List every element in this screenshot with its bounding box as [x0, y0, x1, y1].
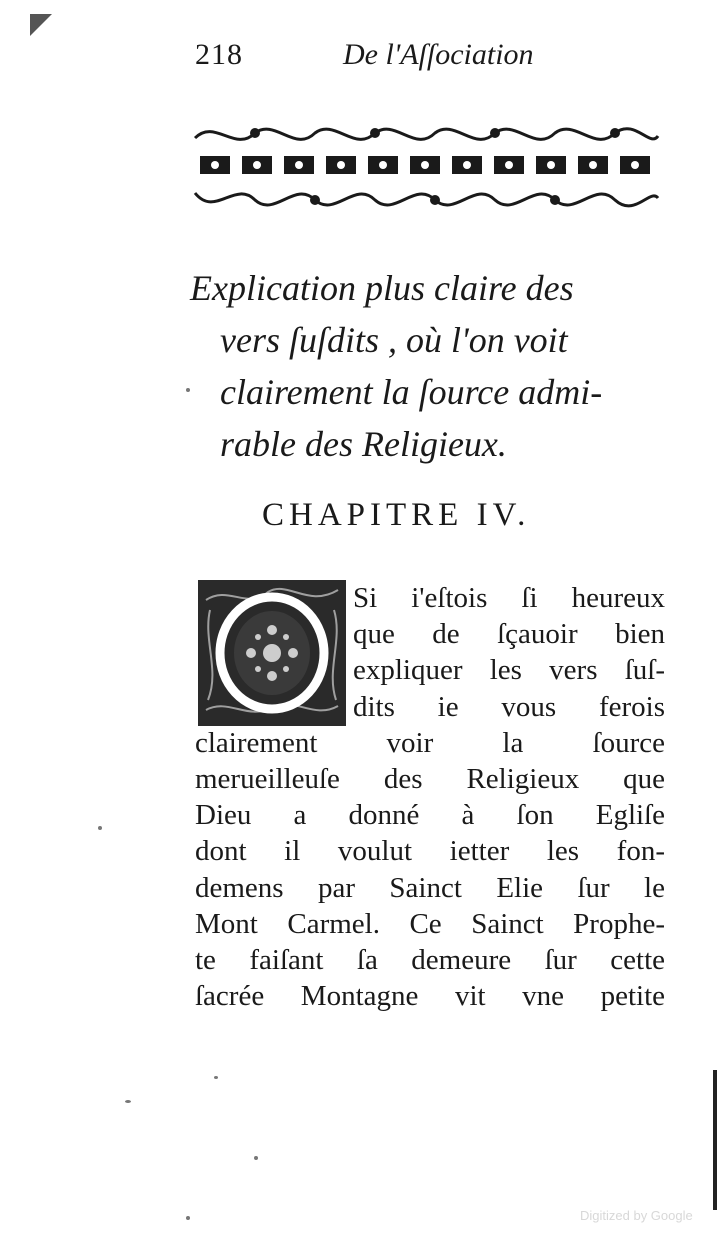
scan-speck — [214, 1076, 218, 1079]
body-line: demens par Sainct Elie ſur le — [195, 871, 665, 904]
scan-corner-mark — [30, 14, 52, 36]
scan-speck — [186, 388, 190, 392]
scan-speck — [98, 826, 102, 830]
body-line: dits ie vous ferois — [353, 690, 665, 723]
chapter-title-line: vers ſuſdits , où l'on voit — [220, 320, 568, 360]
body-text — [195, 580, 665, 1014]
body-line: merueilleuſe des Religieux que — [195, 762, 665, 795]
chapter-title — [190, 262, 670, 470]
chapter-title-line: rable des Religieux. — [220, 424, 507, 464]
scan-speck — [254, 1156, 258, 1160]
body-line: expliquer les vers ſuſ- — [353, 654, 665, 687]
chapter-title-line: Explication plus claire des — [190, 268, 574, 308]
page-number: 218 — [195, 38, 243, 71]
body-line: clairement voir la ſource — [195, 726, 665, 759]
body-line: Mont Carmel. Ce Sainct Prophe- — [195, 907, 665, 940]
digitization-watermark: Digitized by Google — [580, 1208, 693, 1223]
page-header — [195, 38, 665, 78]
body-line: dont il voulut ietter les fon- — [195, 835, 665, 868]
decorative-headpiece — [190, 118, 660, 228]
scan-speck — [125, 1100, 131, 1103]
chapter-heading: CHAPITRE IV. — [262, 497, 531, 533]
chapter-title-line: clairement la ſource admi- — [220, 372, 603, 412]
body-line: te faiſant ſa demeure ſur cette — [195, 943, 665, 976]
body-line: Dieu a donné à ſon Egliſe — [195, 799, 665, 832]
body-line: ſacrée Montagne vit vne petite — [195, 980, 665, 1013]
running-title: De l'Aſſociation — [343, 38, 534, 71]
scan-speck — [186, 1216, 190, 1220]
body-line: Si i'eſtois ſi heureux — [353, 582, 665, 614]
scan-page-edge — [713, 1070, 717, 1210]
body-line: que de ſçauoir bien — [353, 618, 665, 651]
